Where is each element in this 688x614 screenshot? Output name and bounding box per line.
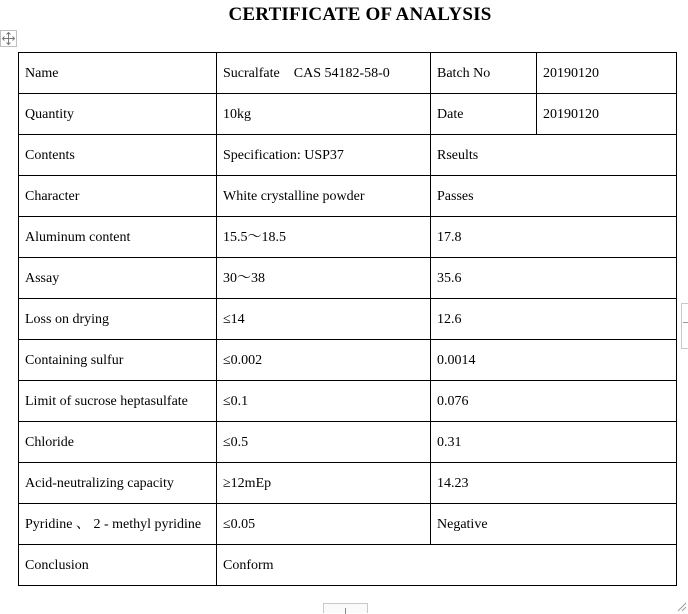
row-spec: ≤0.1	[217, 381, 431, 422]
row-label: Quantity	[19, 94, 217, 135]
row-spec: ≤14	[217, 299, 431, 340]
table-row	[19, 422, 677, 463]
row-spec: ≤0.05	[217, 504, 431, 545]
row-result: 0.0014	[431, 340, 677, 381]
row-label: Acid-neutralizing capacity	[19, 463, 217, 504]
row-spec: Specification: USP37	[217, 135, 431, 176]
table-row	[19, 545, 677, 586]
row-label: Assay	[19, 258, 217, 299]
row-spec: 15.5～18.5	[217, 217, 431, 258]
row-spec: ≥12mEp	[217, 463, 431, 504]
row-insert-tab[interactable]	[323, 603, 368, 613]
row-spec: ≤0.002	[217, 340, 431, 381]
row-label: Containing sulfur	[19, 340, 217, 381]
row-result: 0.31	[431, 422, 677, 463]
table-row	[19, 463, 677, 504]
table-row	[19, 135, 677, 176]
row-label: Character	[19, 176, 217, 217]
row-result: 12.6	[431, 299, 677, 340]
row-result: 35.6	[431, 258, 677, 299]
row-label: Loss on drying	[19, 299, 217, 340]
row-spec: White crystalline powder	[217, 176, 431, 217]
table-row	[19, 340, 677, 381]
row-result: Passes	[431, 176, 677, 217]
table-move-handle-icon[interactable]	[0, 30, 17, 47]
row-label: Name	[19, 53, 217, 94]
row-label: Pyridine 、 2 - methyl pyridine	[19, 504, 217, 545]
row-result: 17.8	[431, 217, 677, 258]
row-label: Contents	[19, 135, 217, 176]
row-label: Aluminum content	[19, 217, 217, 258]
table-row	[19, 176, 677, 217]
row-result: Batch No	[431, 53, 537, 94]
row-spec: Conform	[217, 545, 677, 586]
table-row	[19, 217, 677, 258]
row-result: 0.076	[431, 381, 677, 422]
row-spec: ≤0.5	[217, 422, 431, 463]
table-row	[19, 53, 677, 94]
row-label: Limit of sucrose heptasulfate	[19, 381, 217, 422]
table-row	[19, 504, 677, 545]
row-result: Date	[431, 94, 537, 135]
table-row	[19, 381, 677, 422]
column-resize-handle[interactable]	[681, 303, 688, 349]
row-spec: Sucralfate CAS 54182-58-0	[217, 53, 431, 94]
analysis-table	[18, 52, 677, 586]
resize-corner-icon[interactable]	[677, 602, 687, 612]
row-spec: 10kg	[217, 94, 431, 135]
document-title: CERTIFICATE OF ANALYSIS	[228, 4, 492, 25]
row-extra: 20190120	[537, 94, 677, 135]
row-extra: 20190120	[537, 53, 677, 94]
row-result: Negative	[431, 504, 677, 545]
row-label: Conclusion	[19, 545, 217, 586]
row-result: Rseults	[431, 135, 677, 176]
table-row	[19, 94, 677, 135]
row-spec: 30～38	[217, 258, 431, 299]
row-label: Chloride	[19, 422, 217, 463]
table-row	[19, 258, 677, 299]
row-result: 14.23	[431, 463, 677, 504]
table-row	[19, 299, 677, 340]
